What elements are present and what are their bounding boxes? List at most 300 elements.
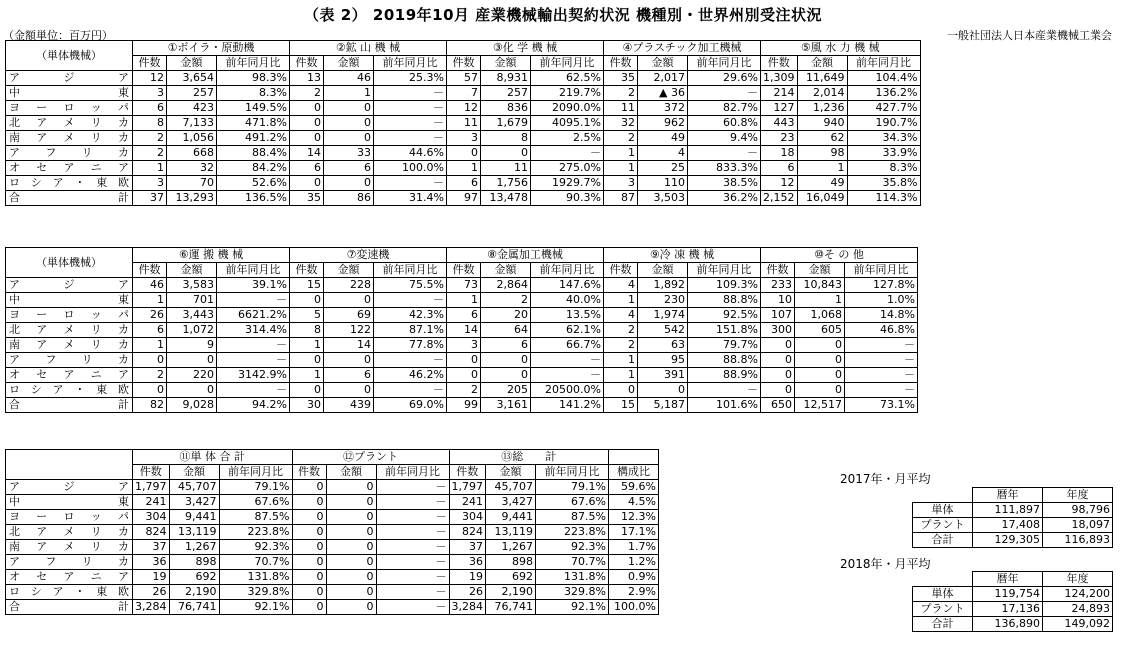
column-header: 金額 — [795, 263, 845, 278]
table-row — [6, 585, 659, 600]
table-cell: 0 — [292, 510, 326, 525]
table-cell: 5 — [290, 308, 324, 323]
avg-cell: 119,754 — [973, 587, 1043, 602]
table-cell: 219.7% — [531, 86, 604, 101]
region-label: ヨ ー ロ ッ パ — [6, 510, 133, 525]
table-cell: 87.1% — [374, 323, 447, 338]
table-cell: 3 — [133, 86, 167, 101]
table-row — [6, 600, 659, 615]
column-header: 金額 — [797, 56, 847, 71]
table-cell: 1 — [795, 293, 845, 308]
group-header: ③化 学 機 械 — [447, 41, 604, 56]
column-header: 前年同月比 — [374, 263, 447, 278]
table-cell: 372 — [638, 101, 688, 116]
table-cell: 8.3% — [217, 86, 290, 101]
table-cell: 99 — [447, 398, 481, 413]
table-cell: 86 — [324, 191, 374, 206]
table-cell: 190.7% — [847, 116, 920, 131]
avg-row — [913, 533, 1113, 548]
table-cell: 149.5% — [217, 101, 290, 116]
table-cell: 14 — [447, 323, 481, 338]
table-cell: 16,049 — [797, 191, 847, 206]
table-cell: 230 — [638, 293, 688, 308]
table-cell: 60.8% — [688, 116, 761, 131]
table-cell: － — [374, 101, 447, 116]
table-cell: 14 — [324, 338, 374, 353]
column-header: 金額 — [326, 465, 376, 480]
table-row — [6, 383, 918, 398]
table-cell: 391 — [638, 368, 688, 383]
table-cell: 69 — [324, 308, 374, 323]
table-cell: 2.9% — [609, 585, 659, 600]
table-cell: 36 — [133, 555, 170, 570]
avg-cell: 149,092 — [1043, 617, 1113, 632]
column-header: 件数 — [604, 56, 638, 71]
table-row — [6, 353, 918, 368]
group-header: ⑫プラント — [292, 450, 449, 465]
table-cell: 46 — [324, 71, 374, 86]
table-cell: 8 — [290, 323, 324, 338]
column-header: 件数 — [761, 263, 795, 278]
table-cell: － — [217, 293, 290, 308]
avg-row — [913, 503, 1113, 518]
table-cell: 898 — [486, 555, 536, 570]
avg-row-label: 単体 — [913, 503, 973, 518]
group-header: ①ボイラ・原動機 — [133, 41, 290, 56]
table-cell: 131.8% — [219, 570, 292, 585]
table-cell: 241 — [133, 495, 170, 510]
table-cell: 19 — [133, 570, 170, 585]
table-cell: 147.6% — [531, 278, 604, 293]
table-cell: 0 — [292, 540, 326, 555]
table-cell: 12,517 — [795, 398, 845, 413]
avg-cell: 17,408 — [973, 518, 1043, 533]
table-row — [6, 540, 659, 555]
table-cell: 2 — [481, 293, 531, 308]
table-cell: 63 — [638, 338, 688, 353]
table-cell: 668 — [167, 146, 217, 161]
table-cell: 46 — [133, 278, 167, 293]
table-cell: 9 — [167, 338, 217, 353]
table-cell: 0 — [326, 600, 376, 615]
table-row — [6, 161, 921, 176]
table-cell: 304 — [133, 510, 170, 525]
table-cell: 824 — [449, 525, 486, 540]
table-cell: 0 — [324, 116, 374, 131]
table-cell: － — [217, 383, 290, 398]
table-cell: 223.8% — [536, 525, 609, 540]
table-cell: 101.6% — [688, 398, 761, 413]
table-row — [6, 131, 921, 146]
header-row — [6, 41, 921, 56]
table-cell: 11,649 — [797, 71, 847, 86]
table-cell: 67.6% — [536, 495, 609, 510]
avg-cell: 24,893 — [1043, 602, 1113, 617]
table-row — [6, 555, 659, 570]
table-cell: 0 — [326, 555, 376, 570]
table-cell: 1,797 — [133, 480, 170, 495]
region-label: ロシア・東欧 — [6, 585, 133, 600]
table-cell: 33 — [324, 146, 374, 161]
table-cell: 59.6% — [609, 480, 659, 495]
region-label: ア ジ ア — [6, 480, 133, 495]
table-cell: 13,119 — [169, 525, 219, 540]
table-cell: ▲ 36 — [638, 86, 688, 101]
table-cell: 40.0% — [531, 293, 604, 308]
table-cell: 37 — [133, 540, 170, 555]
table-cell: 3 — [447, 338, 481, 353]
table-cell: 30 — [290, 398, 324, 413]
table-cell: 300 — [761, 323, 795, 338]
table-cell: 73.1% — [845, 398, 918, 413]
avg-row-label: 合計 — [913, 533, 973, 548]
table-cell: 0 — [324, 176, 374, 191]
column-header: 金額 — [324, 263, 374, 278]
table-cell: － — [374, 383, 447, 398]
table-cell: 0 — [292, 585, 326, 600]
column-header: 件数 — [133, 263, 167, 278]
avg-row-label: プラント — [913, 518, 973, 533]
table-cell: 87 — [604, 191, 638, 206]
region-label: 合 計 — [6, 600, 133, 615]
table-cell: 110 — [638, 176, 688, 191]
table-cell: 0 — [761, 353, 795, 368]
table-cell: 1,072 — [167, 323, 217, 338]
column-header: 件数 — [292, 465, 326, 480]
table-cell: 77.8% — [374, 338, 447, 353]
table-cell: 0 — [324, 293, 374, 308]
table-cell: 100.0% — [374, 161, 447, 176]
table-cell: 6 — [447, 176, 481, 191]
table-cell: 2 — [604, 338, 638, 353]
table-cell: 64 — [481, 323, 531, 338]
table-cell: 1 — [797, 161, 847, 176]
group-header: ④プラスチック加工機械 — [604, 41, 761, 56]
table-cell: 443 — [761, 116, 798, 131]
column-header: 金額 — [167, 263, 217, 278]
column-header: 前年同月比 — [531, 56, 604, 71]
table-cell: 29.6% — [688, 71, 761, 86]
table-cell: 34.3% — [847, 131, 920, 146]
table-cell: 127 — [761, 101, 798, 116]
table-block-1 — [5, 40, 921, 206]
column-header: 金額 — [324, 56, 374, 71]
table-cell: － — [376, 555, 449, 570]
group-header: ⑬総 計 — [449, 450, 609, 465]
table-cell: 45,707 — [169, 480, 219, 495]
table-cell: 20 — [481, 308, 531, 323]
table-cell: 241 — [449, 495, 486, 510]
table-cell: 62 — [797, 131, 847, 146]
table-cell: 2,017 — [638, 71, 688, 86]
table-cell: 223.8% — [219, 525, 292, 540]
column-header: 金額 — [638, 263, 688, 278]
table-cell: 151.8% — [688, 323, 761, 338]
region-label: ア フ リ カ — [6, 146, 133, 161]
table-cell: 109.3% — [688, 278, 761, 293]
table-cell: 11 — [604, 101, 638, 116]
table-cell: 0 — [481, 353, 531, 368]
table-cell: 88.4% — [217, 146, 290, 161]
table-row — [6, 570, 659, 585]
table-cell: 52.6% — [217, 176, 290, 191]
table-cell: 0 — [795, 353, 845, 368]
table-cell: 0 — [761, 383, 795, 398]
table-cell: 1,756 — [481, 176, 531, 191]
region-label: ヨ ー ロ ッ パ — [6, 308, 133, 323]
region-label: 合 計 — [6, 398, 133, 413]
table-cell: 257 — [481, 86, 531, 101]
table-block-2 — [5, 247, 918, 413]
table-cell: 0 — [326, 585, 376, 600]
table-cell: 9,028 — [167, 398, 217, 413]
table-cell: 205 — [481, 383, 531, 398]
group-header: ⑧金属加工機械 — [447, 248, 604, 263]
table-cell: 33.9% — [847, 146, 920, 161]
table-cell: 6621.2% — [217, 308, 290, 323]
table-cell: 0 — [326, 480, 376, 495]
avg-row-label: 合計 — [913, 617, 973, 632]
table-cell: 1,974 — [638, 308, 688, 323]
table-cell: 1 — [290, 338, 324, 353]
table-cell: 439 — [324, 398, 374, 413]
table-row — [6, 510, 659, 525]
table-cell: 2 — [133, 131, 167, 146]
table-cell: 37 — [133, 191, 167, 206]
table-cell: 542 — [638, 323, 688, 338]
row-header: （単体機械） — [6, 41, 133, 71]
table-cell: 76,741 — [169, 600, 219, 615]
table-cell: 0 — [324, 383, 374, 398]
table-cell: － — [688, 146, 761, 161]
avg-2017-table — [912, 487, 1113, 548]
table-cell: 35 — [604, 71, 638, 86]
table-row — [6, 86, 921, 101]
table-cell: 82.7% — [688, 101, 761, 116]
group-header: ⑤風 水 力 機 械 — [761, 41, 921, 56]
table-cell: 32 — [167, 161, 217, 176]
table-cell: 38.5% — [688, 176, 761, 191]
table-cell: 2,152 — [761, 191, 798, 206]
table-cell: 2 — [604, 86, 638, 101]
avg-row — [913, 617, 1113, 632]
avg-cell: 136,890 — [973, 617, 1043, 632]
table-cell: 6 — [324, 161, 374, 176]
table-cell: 3 — [133, 176, 167, 191]
table-cell: 0 — [447, 353, 481, 368]
table-cell: 90.3% — [531, 191, 604, 206]
table-cell: 0 — [290, 176, 324, 191]
table-cell: 10 — [761, 293, 795, 308]
table-cell: 824 — [133, 525, 170, 540]
table-cell: 73 — [447, 278, 481, 293]
table-cell: － — [688, 86, 761, 101]
group-header: ②鉱 山 機 械 — [290, 41, 447, 56]
table-cell: 692 — [169, 570, 219, 585]
table-cell: 12 — [761, 176, 798, 191]
table-cell: 87.5% — [219, 510, 292, 525]
table-cell: 0 — [795, 368, 845, 383]
avg-cell: 129,305 — [973, 533, 1043, 548]
table-cell: 92.1% — [536, 600, 609, 615]
table-cell: 0 — [290, 293, 324, 308]
table-cell: 11 — [447, 116, 481, 131]
table-cell: 0 — [326, 495, 376, 510]
table-row — [6, 191, 921, 206]
table-cell: 3,427 — [169, 495, 219, 510]
table-cell: 0 — [795, 338, 845, 353]
table-cell: 0 — [133, 353, 167, 368]
table-cell: 3,443 — [167, 308, 217, 323]
table-cell: － — [217, 338, 290, 353]
table-cell: 0 — [324, 131, 374, 146]
table-cell: 4 — [604, 308, 638, 323]
table-cell: 44.6% — [374, 146, 447, 161]
table-cell: 0 — [326, 570, 376, 585]
table-cell: 0 — [447, 368, 481, 383]
table-cell: 1 — [447, 161, 481, 176]
organization-name: 一般社団法人日本産業機械工業会 — [947, 29, 1112, 42]
table-cell: 2 — [604, 131, 638, 146]
table-cell: 9,441 — [169, 510, 219, 525]
column-header: 件数 — [447, 56, 481, 71]
table-cell: 1,068 — [795, 308, 845, 323]
table-cell: 491.2% — [217, 131, 290, 146]
table-cell: 9.4% — [688, 131, 761, 146]
table-cell: － — [531, 353, 604, 368]
table-cell: 12 — [133, 71, 167, 86]
group-header: ⑥運 搬 機 械 — [133, 248, 290, 263]
avg-cell: 116,893 — [1043, 533, 1113, 548]
table-cell: 427.7% — [847, 101, 920, 116]
table-row — [6, 116, 921, 131]
table-cell: 15 — [604, 398, 638, 413]
table-cell: 6 — [761, 161, 798, 176]
group-header: ⑦変速機 — [290, 248, 447, 263]
table-cell: － — [374, 293, 447, 308]
table-cell: － — [374, 176, 447, 191]
table-row — [6, 308, 918, 323]
table-cell: 304 — [449, 510, 486, 525]
table-cell: 49 — [797, 176, 847, 191]
table-cell: 0 — [292, 570, 326, 585]
table-cell: 26 — [133, 308, 167, 323]
table-cell: 7 — [447, 86, 481, 101]
table-cell: 605 — [795, 323, 845, 338]
table-cell: 3,161 — [481, 398, 531, 413]
table-cell: 0 — [326, 525, 376, 540]
table-cell: 8 — [133, 116, 167, 131]
header-row — [6, 450, 659, 465]
table-cell: 131.8% — [536, 570, 609, 585]
region-label: オ セ ア ニ ア — [6, 570, 133, 585]
table-cell: － — [531, 368, 604, 383]
table-cell: 1 — [447, 293, 481, 308]
table-cell: 0 — [761, 338, 795, 353]
table-cell: 49 — [638, 131, 688, 146]
table-cell: 1929.7% — [531, 176, 604, 191]
table-cell: － — [376, 480, 449, 495]
table-cell: 13.5% — [531, 308, 604, 323]
table-cell: 692 — [486, 570, 536, 585]
table-cell: 2.5% — [531, 131, 604, 146]
table-cell: － — [374, 131, 447, 146]
region-label: ア ジ ア — [6, 71, 133, 86]
region-label: ア ジ ア — [6, 278, 133, 293]
table-cell: 0 — [604, 383, 638, 398]
table-row — [6, 71, 921, 86]
avg-column-header: 暦年 — [973, 488, 1043, 503]
table-cell: 0 — [638, 383, 688, 398]
table-cell: 2 — [447, 383, 481, 398]
avg-corner — [913, 572, 973, 587]
table-cell: 32 — [604, 116, 638, 131]
table-cell: 107 — [761, 308, 795, 323]
table-cell: 0 — [326, 540, 376, 555]
group-header: ⑨冷 凍 機 械 — [604, 248, 761, 263]
table-cell: 87.5% — [536, 510, 609, 525]
table-cell: 13,119 — [486, 525, 536, 540]
table-cell: 1,892 — [638, 278, 688, 293]
table-cell: 39.1% — [217, 278, 290, 293]
table-row — [6, 278, 918, 293]
table-cell: 329.8% — [219, 585, 292, 600]
table-cell: 6 — [290, 161, 324, 176]
table-cell: 0 — [290, 116, 324, 131]
table-cell: 2,014 — [797, 86, 847, 101]
table-cell: 67.6% — [219, 495, 292, 510]
table-cell: 0 — [290, 101, 324, 116]
avg-row — [913, 587, 1113, 602]
column-header: 前年同月比 — [845, 263, 918, 278]
table-cell: 2 — [604, 323, 638, 338]
table-cell: － — [845, 383, 918, 398]
table-cell: 0 — [292, 525, 326, 540]
table-cell: 1 — [133, 338, 167, 353]
column-header: 金額 — [486, 465, 536, 480]
table-cell: 1,236 — [797, 101, 847, 116]
table-cell: 423 — [167, 101, 217, 116]
table-cell: － — [374, 86, 447, 101]
column-header: 件数 — [290, 56, 324, 71]
table-cell: 6 — [133, 101, 167, 116]
column-header: 件数 — [604, 263, 638, 278]
table-cell: 257 — [167, 86, 217, 101]
table-cell: 3142.9% — [217, 368, 290, 383]
column-header: 前年同月比 — [217, 56, 290, 71]
table-cell: 46.2% — [374, 368, 447, 383]
region-label: 南 ア メ リ カ — [6, 540, 133, 555]
table-cell: 7,133 — [167, 116, 217, 131]
table-cell: 650 — [761, 398, 795, 413]
row-header: （単体機械） — [6, 248, 133, 278]
table-cell: 97 — [447, 191, 481, 206]
table-row — [6, 398, 918, 413]
table-cell: 2 — [133, 368, 167, 383]
avg-corner — [913, 488, 973, 503]
table-cell: 13,293 — [167, 191, 217, 206]
table-cell: 3,583 — [167, 278, 217, 293]
table-cell: 82 — [133, 398, 167, 413]
table-cell: 20500.0% — [531, 383, 604, 398]
table-cell: 79.7% — [688, 338, 761, 353]
group-header: ⑪単 体 合 計 — [133, 450, 293, 465]
table-cell: 9,441 — [486, 510, 536, 525]
table-cell: 1,309 — [761, 71, 798, 86]
table-cell: 8.3% — [847, 161, 920, 176]
table-cell: 214 — [761, 86, 798, 101]
table-cell: 0 — [795, 383, 845, 398]
